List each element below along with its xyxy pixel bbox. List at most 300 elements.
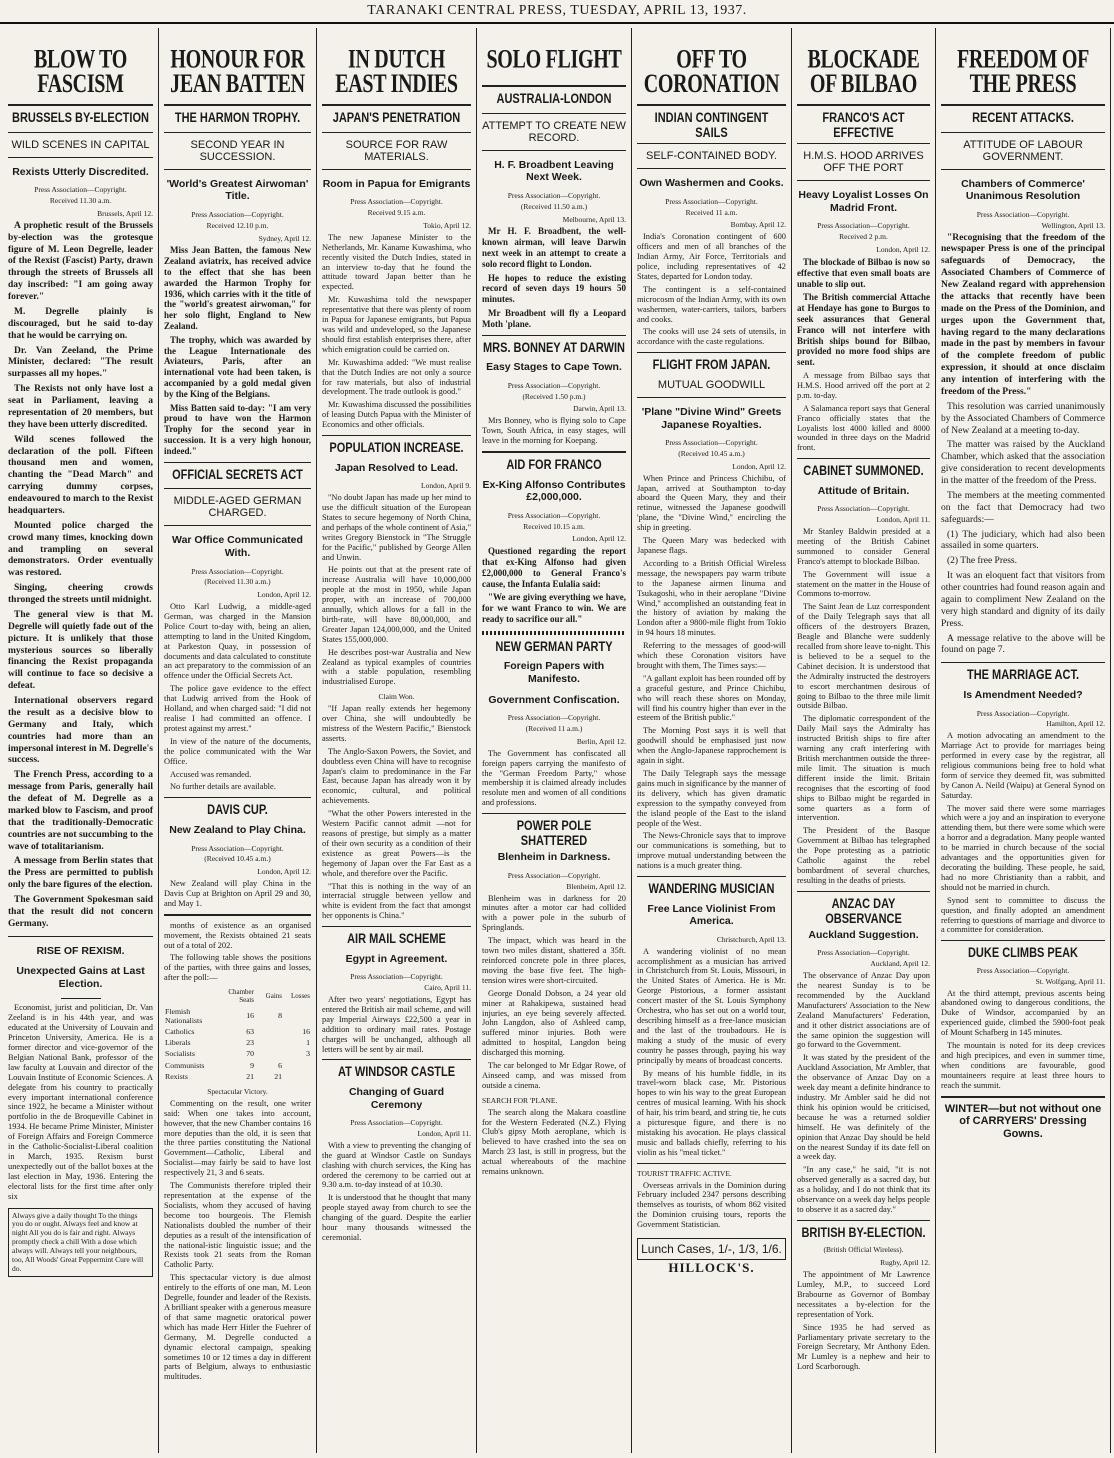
subheadline: ATTITUDE OF LABOUR GOVERNMENT. xyxy=(963,138,1083,163)
rule xyxy=(482,85,626,87)
subheadline: AIR MAIL SCHEME xyxy=(347,931,446,947)
place-date: London, April 12. xyxy=(257,590,311,600)
received: (Received 11.30 a.m.) xyxy=(204,577,271,587)
paragraph: The French Press, according to a message from Paris, generally hail the defeat of M. Degrelle as a marked blow to Fascism, and proof that the traditionally-Democratic countries are not succumbing to the wave of totalitarianism. xyxy=(8,770,153,852)
subheadline: CABINET SUMMONED. xyxy=(803,463,924,479)
place-date: London, April 9. xyxy=(421,481,471,491)
deck: Egypt in Agreement. xyxy=(345,952,448,965)
seats: 23 xyxy=(246,1038,254,1048)
dateline: Press Association—Copyright. xyxy=(191,209,284,219)
paragraph: A message relative to the above will be found on page 7. xyxy=(941,633,1105,656)
place-date: London, April 11. xyxy=(417,1129,471,1138)
seats: 70 xyxy=(246,1049,254,1059)
dateline: Press Association—Copyright. xyxy=(350,197,443,207)
party-name: Communists xyxy=(165,1060,205,1070)
place-date: Melbourne, April 13. xyxy=(562,214,626,224)
deck: Unexpected Gains at Last Election. xyxy=(16,965,145,990)
place-date: Bombay, April 12. xyxy=(730,220,786,230)
paragraph: The police gave evidence to the effect that Ludwig arrived from the Hook of Holland, and when charged said: "I did not realise I had committed an offence. I protest against my arrest." xyxy=(164,684,311,733)
subheadline: JAPAN'S PENETRATION xyxy=(332,110,461,126)
paragraph: According to a British Official Wireless message, the newspapers pay warm tribute to the Japanese airmen Iinuma and Tsukagoshi, who in their aeroplane "Divine Wind," accomplished an outstanding feat in the history of aviation by making the London after a 9800-mile flight from Tokio in 94 hours 18 minutes. xyxy=(637,558,786,638)
paragraph: No further details are available. xyxy=(170,782,276,792)
paragraph: He describes post-war Australia and New Zealand as typical examples of countries with a stable population, resembling industrialised Europe. xyxy=(322,647,471,687)
paragraph: The Government will issue a statement on the matter in the House of Commons to-morrow. xyxy=(797,569,930,599)
dateline: Press Association—Copyright. xyxy=(507,713,601,723)
dateline: Press Association—Copyright. xyxy=(191,843,284,853)
deck: 'World's Greatest Airwoman' Title. xyxy=(166,177,309,203)
rule xyxy=(164,104,311,106)
deck: Rexists Utterly Discredited. xyxy=(12,165,149,178)
paragraph: It was an eloquent fact that visitors from other countries had found reason again and again to compliment New Zealand on the very high standard and dignity of its daily Press. xyxy=(941,571,1105,629)
paragraph: The Queen Mary was bedecked with Japanese flags. xyxy=(637,536,786,555)
place-date: London, April 11. xyxy=(876,515,930,525)
deck: Free Lance Violinist From America. xyxy=(647,902,776,928)
paragraph: Accused was remanded. xyxy=(170,769,252,779)
dateline: Press Association—Copyright. xyxy=(665,196,758,206)
paragraph: The following table shows the positions of the parties, with three gains and losses, after the poll:— xyxy=(164,953,311,983)
deck: Easy Stages to Cape Town. xyxy=(486,361,622,374)
paragraph: The Rexists not only have lost a seat in Parliament, leaving a representation of 20 members, but they have been utterly discredited. xyxy=(8,384,153,430)
headline: IN DUTCH EAST INDIES xyxy=(335,45,458,99)
received: (Received 10.45 a.m.) xyxy=(678,448,745,458)
place-date: Rugby, April 12. xyxy=(880,1258,930,1268)
rule xyxy=(941,104,1105,106)
party-name: Socialists xyxy=(165,1049,195,1059)
deck: Government Confiscation. xyxy=(488,693,620,706)
column-header: Chamber Seats xyxy=(228,988,254,1005)
rule xyxy=(482,113,626,114)
place-date: London, April 12. xyxy=(876,245,930,255)
subheadline: WILD SCENES IN CAPITAL xyxy=(11,138,150,151)
paragraph: The observance of Anzac Day upon the nearest Sunday is to be recommended by the Auckland Manufacturers' Association to the New Zealand Manufacturers' Federation, and it other district associations are of the same opinion the suggestion will go forward to the Government. xyxy=(797,971,930,1050)
paragraph: The general view is that M. Degrelle will quietly fade out of the picture. It is unlikely that those mysterious sources so liberally financing the Rexist propaganda will continue to face so decisive a defeat. xyxy=(8,609,153,692)
paragraph: The mover said there were some marriages which were a joy and an inspiration to everyone attending them, but there were some which were a horror and a degradation. Many people wanted to be married in church because of the social advantages and the opportunities given for decorating the building. These people, he said, had no more Christianity than a rabbit, and should not be married in church. xyxy=(941,803,1105,892)
advertisement: Lunch Cases, 1/-, 1/3, 1/6. xyxy=(637,1238,786,1260)
losses: 16 xyxy=(302,1027,310,1037)
deck: Heavy Loyalist Losses On Madrid Front. xyxy=(798,189,929,214)
paragraph: When Prince and Princess Chichibu, of Japan, arrived at Southampton to-day aboard the Queen Mary, they and their retinue, witnessed the Japanese goodwill 'plane, the "Divine Wind," encircling the ship in greeting. xyxy=(637,473,786,533)
paragraph: A Salamanca report says that General Franco officially states that the Loyalists lost 4000 killed and 8000 wounded in three days on the Madrid front. xyxy=(797,403,930,453)
party-name: Rexists xyxy=(165,1071,188,1081)
rule xyxy=(164,797,311,798)
table-row xyxy=(164,1026,311,1037)
rule xyxy=(941,662,1105,663)
headline: SOLO FLIGHT xyxy=(486,45,622,74)
deck: 'Plane "Divine Wind" Greets Japanese Royalties. xyxy=(641,405,782,431)
deck: War Office Communicated With. xyxy=(172,534,303,559)
column-3 xyxy=(317,28,477,1453)
received: Received 11.30 a.m. xyxy=(49,196,112,206)
dateline: Press Association—Copyright. xyxy=(507,510,601,520)
deck: Room in Papua for Emigrants xyxy=(322,177,471,190)
table-row xyxy=(164,1006,311,1026)
paragraph: The trophy, which was awarded by the League Internationale des Aviateurs, Paris, after an international vote had been taken, is accompanied by a gold medal given by the King of the Belgians. xyxy=(164,334,311,399)
paragraph: The car belonged to Mr Edgar Rowe, of Ainseed camp, and was missed from outside a cinema. xyxy=(482,1061,626,1090)
deck: Auckland Suggestion. xyxy=(808,928,919,941)
paragraph: The new Japanese Minister to the Netherlands, Mr. Kaname Kuwashima, who recently visited the Dutch Indies, stated in an interview to-day that he found the attitude toward Japan better than he expected. xyxy=(322,232,471,292)
paragraph: The President of the Basque Government at Bilbao has telegraphed the Pope protesting as a patriotic Catholic against the rebel bombardment of several churches, resulting in the deaths of priests. xyxy=(797,826,930,885)
column-6 xyxy=(792,28,936,1453)
paragraph: India's Coronation contingent of 600 officers and men of all branches of the Indian Army, Air Force, Territorials and police, including representatives of 42 States, departed for London today. xyxy=(637,232,786,281)
headline: BLOW TO FASCISM xyxy=(34,45,127,99)
paragraph: "In any case," he said, "it is not observed generally as a sacred day, but as a holiday, and I do not think that its observance on a week day helps people to observe it as a sacred day." xyxy=(797,1165,930,1214)
received: Received 9.15 a.m. xyxy=(367,208,426,218)
rule xyxy=(941,169,1105,170)
paragraph: Economist, jurist and politician, Dr. Van Zeeland is in his 44th year, and was educated at the University of Louvain and Princeton University, America. He is a former director and vice-governor of the Belgian National Bank, professor of the law faculty at Louvain and director of the Louvain Institute of Economic Sciences. A delegate from his country to practically every important international conference since 1922, he became a Minister without portfolio in the de Broqueville Cabinet in 1934. He became Prime Minister, Minister of Foreign Affairs and Foreign Commerce in the Catholic-Socialist-Liberal coalition in March, 1935. Rexism burst unexpectedly out of the ballot boxes at the last election in May, 1936. Entering the electoral lists for the first time after only six xyxy=(8,1003,153,1201)
deck: Chambers of Commerce' Unanimous Resolution xyxy=(961,177,1085,203)
rule xyxy=(637,397,786,398)
paragraph: The Daily Telegraph says the message gains much in significance by the manner of its delivery, which has given dramatic expression to the sympathy conveyed from the island people of the East to the island people of the West. xyxy=(637,769,786,828)
subheadline: THE HARMON TROPHY. xyxy=(174,110,301,126)
subheadline: NEW GERMAN PARTY xyxy=(495,639,613,655)
subheadline: BRUSSELS BY-ELECTION xyxy=(12,110,149,126)
paragraph: The Government has confiscated all foreign papers carrying the manifesto of the "German Freedom Party," whose membership it is claimed already includes resolute men and women of all conditions and professions. xyxy=(482,748,626,808)
section-subhead: Spectacular Victory. xyxy=(207,1087,268,1096)
losses xyxy=(283,1060,311,1071)
column-4 xyxy=(477,28,632,1453)
rule xyxy=(797,143,930,144)
dateline: Press Association—Copyright. xyxy=(817,948,910,958)
dateline: Press Association—Copyright. xyxy=(191,566,284,576)
rule xyxy=(797,891,930,892)
paragraph: A message from Bilbao says that H.M.S. Hood arrived off the port at 2 p.m. to-day. xyxy=(797,370,930,400)
losses xyxy=(283,1071,311,1082)
subheadline: AID FOR FRANCO xyxy=(506,457,602,473)
subheadline: INDIAN CONTINGENT SAILS xyxy=(654,110,769,141)
rule xyxy=(482,150,626,151)
paragraph: "That this is nothing in the way of an interracial struggle between yellow and white is evident from the fact that amongst her opponents is China." xyxy=(322,881,471,921)
party-name: Flemish Nationalists xyxy=(165,1006,203,1025)
subheadline: FRANCO'S ACT EFFECTIVE xyxy=(822,110,905,141)
paragraph: "A gallant exploit has been rounded off by a graceful gesture, and Prince Chichibu, who will reach these shores on Monday, will find his country higher than ever in the esteem of the British public." xyxy=(637,673,786,723)
rule xyxy=(941,132,1105,133)
paragraph: The mountain is noted for its deep crevices and high precipices, and even in summer time, when conditions are favourable, good mountaineers require at least three hours to reach the summit. xyxy=(941,1041,1105,1090)
paragraph: Blenheim was in darkness for 20 minutes after a motor car had collided with a power pole in the suburb of Springlands. xyxy=(482,893,626,933)
paragraph: The matter was raised by the Auckland Chamber, which asked that the association give consideration to recent developments in the matter of the freedom of the Press. xyxy=(941,440,1105,487)
column-header: Losses xyxy=(290,992,310,1001)
paragraph: Miss Batten said to-day: "I am very proud to have won the Harmon Trophy for the second year in succession. It is a very high honour, indeed." xyxy=(164,402,311,456)
table-row xyxy=(164,1048,311,1059)
column-header: Gains xyxy=(265,992,282,1001)
place-date: Tokio, April 12. xyxy=(423,221,471,231)
rule xyxy=(8,132,153,133)
headline: OFF TO CORONATION xyxy=(643,45,780,99)
paragraph: Since 1935 he had served as Parliamentary private secretary to the Foreign Secretary, Mr Anthony Eden. Mr Lumley is a nephew and heir to Lord Scarborough. xyxy=(797,1322,930,1372)
headline: FREEDOM OF THE PRESS xyxy=(957,45,1089,99)
place-date: Sydney, April 12. xyxy=(258,233,311,243)
rule xyxy=(941,1096,1105,1098)
rule xyxy=(482,335,626,336)
paragraph: Synod sent to committee to discuss the question, and finally adopted an amendment referring to questions of marriage and divorce to a committee for consideration. xyxy=(941,895,1105,935)
losses: 1 xyxy=(306,1038,310,1048)
subheadline: MRS. BONNEY AT DARWIN xyxy=(483,340,625,356)
gains: 8 xyxy=(278,1011,282,1021)
rule xyxy=(637,104,786,106)
rule xyxy=(797,104,930,106)
subheadline: DAVIS CUP. xyxy=(207,803,268,819)
paragraph: "Recognising that the freedom of the newspaper Press is one of the principal safeguards of Democracy, the Associated Chambers of Commerce of New Zealand regard with apprehension the attacks that recently have been made on the Press of the Dominion, and urges upon the Government that, having regard to the many declarations made in the past by members in favour of the complete freedom of public expression, it should at once disclaim any intention of interfering with the freedom of the Press." xyxy=(941,232,1105,397)
place-date: Christchurch, April 13. xyxy=(716,934,786,944)
dateline: Press Association—Copyright. xyxy=(976,965,1070,975)
paragraph: Mr. Kuwashima told the newspaper representative that there was plenty of room in Papua for Japanese emigrants, but Papua was wild and undeveloped, so the Japanese should first establish enterprises there, after which emigration could be carried on. xyxy=(322,295,471,354)
rule xyxy=(8,157,153,158)
paragraph: Commenting on the result, one writer said: When one takes into account, however, that the new Chamber contains 16 more deputies than the old, it is seen that the three parties constituting the National Government—Catholic, Liberal and Socialist—may fairly be said to have lost respectively 21, 3 and 6 seats. xyxy=(164,1098,311,1178)
paragraph: George Donald Dobson, a 24 year old miner at Rahakipewa, sustained head injuries, an eye being severely affected. John Langdon, also of Ashleed camp, suffered minor injuries. Both were admitted to hospital, Langdon being discharged this morning. xyxy=(482,988,626,1058)
table-row xyxy=(164,1071,311,1082)
paragraph: The members at the meeting commented on the fact that Democracy had two safeguards:— xyxy=(941,490,1105,525)
paragraph: Wild scenes followed the declaration of the poll. Fifteen thousand men and women, chanting the "Dead March" and carrying dummy corpses, endeavoured to march to the Rexist headquarters. xyxy=(8,434,153,516)
paragraph: Mr. Kuwashima added: "We must realise that the Dutch Indies are not only a source for raw materials, but also of industrial development. The trade outlook is good." xyxy=(322,357,471,397)
subheadline: AT WINDSOR CASTLE xyxy=(337,1065,456,1081)
deck: Attitude of Britain. xyxy=(817,484,910,497)
paragraph: This resolution was carried unanimously by the Associated Chambers of Commerce of New Zealand at a meeting to-day. xyxy=(941,401,1105,436)
paragraph: A motion advocating an amendment to the Marriage Act to provide for marriages being performed in every case by the registrar, all religious communions being free to hold what form of service they deemed fit, was submitted by Canon A. Neild (Waipu) at General Synod on Saturday. xyxy=(941,731,1105,800)
paragraph: "If Japan really extends her hegemony over China, she will undoubtedly be mistress of the Western Pacific," Bienstock asserts. xyxy=(322,704,471,743)
deck: Is Amendment Needed? xyxy=(963,688,1083,701)
paragraph: He points out that at the present rate of increase Australia will have 10,000,000 people at the most in 1950, while Japan proper, with an increase of 700,000 annually, which allows for a fall in the birth-rate, will have 80,000,000, and Greater Japan 124,000,000, and the United States 155,000,000. xyxy=(322,565,471,644)
paragraph: A prophetic result of the Brussels by-election was the grotesque figure of M. Leon Degrelle, leader of the Rexist (Fascist) Party, drawn through the streets of Brussels all day inscribed: "I am going away forever." xyxy=(8,220,153,303)
paragraph: "We are giving everything we have, for we want Franco to win. We are ready to sacrifice our all." xyxy=(482,592,626,625)
headline: HONOUR FOR JEAN BATTEN xyxy=(170,45,305,99)
rule xyxy=(8,936,153,937)
deck: Own Washermen and Cooks. xyxy=(639,177,784,190)
gains: 21 xyxy=(274,1071,282,1081)
gains xyxy=(255,1048,283,1059)
section-subhead: TOURIST TRAFFIC ACTIVE. xyxy=(637,1168,732,1178)
rule xyxy=(797,180,930,181)
paragraph: Mr Broadbent will fly a Leopard Moth 'plane. xyxy=(482,308,626,329)
paragraph: New Zealand will play China in the Davis Cup at Brighton on April 29 and 30, and May 1. xyxy=(164,879,311,908)
place-date: Brussels, April 12. xyxy=(97,208,153,218)
place-date: Blenheim, April 12. xyxy=(566,881,626,891)
seats: 21 xyxy=(246,1071,254,1081)
rule xyxy=(164,169,311,170)
place-date: London, April 12. xyxy=(572,534,626,544)
paragraph: The Morning Post says it is well that goodwill should be emphasised just now when the Anglo-Japanese rapprochement is again in sight. xyxy=(637,726,786,766)
paragraph: The British commercial Attache at Hendaye has gone to Burgos to seek assurances that General Franco will not interfere with British ships bound for Bilbao, provided no more food ships are sent. xyxy=(797,292,930,368)
paragraph: Overseas arrivals in the Dominion during February included 2347 persons describing themselves as tourists, of whom 862 visited the Dominion cruising tours, reports the Government Statistician. xyxy=(637,1180,786,1230)
paragraph: The Saint Jean de Luz correspondent of the Daily Telegraph says that all officers of the destroyers Brazen, Beagle and Blanche were suddenly recalled from shore leave to-night. This is believed to be a sequel to the Cabinet decision. It is understood that the Admiralty instructed the destroyers to escort merchantmen desirous of going to Bilbao to the three mile limit outside Bilbao. xyxy=(797,602,930,711)
paragraph: International observers regard the result as a decisive blow to Germany and Italy, which countries had more than an impersonal interest in M. Degrelle's success. xyxy=(8,696,153,766)
paragraph: The contingent is a self-contained microcosm of the Indian Army, with its own washermen, water-carriers, tailors, barbers and cooks. xyxy=(637,284,786,324)
rule xyxy=(164,488,311,489)
paragraph: In view of the nature of the documents, the police communicated with the War Office. xyxy=(164,736,311,766)
dateline: Press Association—Copyright. xyxy=(665,438,758,448)
table-row xyxy=(164,1037,311,1048)
masthead-rule xyxy=(0,22,1114,24)
rule xyxy=(322,926,471,927)
gains: 6 xyxy=(278,1060,282,1070)
dateline: Press Association—Copyright. xyxy=(507,380,601,390)
dateline: Press Association—Copyright. xyxy=(350,1118,443,1128)
paragraph: Questioned regarding the report that ex-King Alfonso had given £2,000,000 to General Franco's cause, the Infanta Eulalia said: xyxy=(482,546,626,589)
received: Received 11 a.m. xyxy=(685,207,738,217)
deck: Ex-King Alfonso Contributes £2,000,000. xyxy=(482,478,626,504)
paragraph: M. Degrelle plainly is discouraged, but he said to-day that he would be carrying on. xyxy=(8,306,153,341)
subheadline: RECENT ATTACKS. xyxy=(972,110,1074,126)
election-table xyxy=(164,987,311,1082)
advertisement: Always give a daily thought To the things you do or ought. Always feel and know at night All you do is fair and right. Always promptly check a chill With a dose which always will. Always tell your neighbours, too, All Woods' Great Peppermint Cure will do. xyxy=(8,1208,153,1278)
masthead: TARANAKI CENTRAL PRESS, TUESDAY, APRIL 13, 1937. xyxy=(367,3,747,18)
place-date: Berlin, April 12. xyxy=(576,736,626,746)
paragraph: Referring to the messages of good-will which these Coronation visitors have brought with them, The Times says:— xyxy=(637,641,786,670)
received: Received 12.10 p.m. xyxy=(206,220,269,230)
place-date: Wellington, April 13. xyxy=(1041,220,1105,230)
rule xyxy=(797,458,930,459)
gains xyxy=(255,1026,283,1037)
subheadline: DUKE CLIMBS PEAK xyxy=(967,946,1078,962)
subheadline: SECOND YEAR IN SUCCESSION. xyxy=(190,138,285,163)
rule xyxy=(164,525,311,526)
paragraph: The impact, which was heard in the town two miles distant, shattered a 35ft. reinforced concrete pole in three places, moving the base five feet. The high-tension wires were short-circuited. xyxy=(482,936,626,985)
advertisement: WINTER—but not without one of CARRYERS' Dressing Gowns. xyxy=(944,1102,1102,1140)
column-1 xyxy=(3,28,159,1453)
received: (British Official Wireless). xyxy=(823,1245,904,1255)
paragraph: By means of his humble fiddle, in its travel-worn black case, Mr. Pistorious hopes to win his way to the great European centres of musical learning. With his shock of hair, his trim beard, and string tie, he cuts a picturesque figure, and there is no mistaking his avocation. He plays classical music and ballads chiefly, referring to his violin as his "meal ticket." xyxy=(637,1068,786,1157)
paragraph: The Government Spokesman said that the result did not concern Germany. xyxy=(8,895,153,929)
dateline: Press Association—Copyright. xyxy=(817,221,910,231)
received: (Received 11 a.m.) xyxy=(525,724,583,734)
rule xyxy=(637,352,786,353)
subheadline: RISE OF REXISM. xyxy=(36,944,125,957)
subheadline: POPULATION INCREASE. xyxy=(329,440,464,456)
table-header-row xyxy=(164,987,311,1006)
paragraph: It is understood that he thought that many people stayed away from church to see the changing of the guard. Despite the earlier hour many thousands witnessed the ceremonial. xyxy=(322,1193,471,1242)
place-date: Cairo, April 11. xyxy=(424,983,471,993)
column-2 xyxy=(159,28,317,1453)
dateline: Press Association—Copyright. xyxy=(976,209,1070,219)
paragraph: A message from Berlin states that the Press are permitted to publish only the bare figures of the election. xyxy=(8,856,153,891)
subheadline: OFFICIAL SECRETS ACT xyxy=(172,467,303,483)
paragraph: (1) The judiciary, which had also been assailed in some quarters. xyxy=(941,529,1105,552)
subheadline: AUSTRALIA-LONDON xyxy=(496,91,612,107)
paragraph: The appointment of Mr Lawrence Lumley, M.P., to succeed Lord Brabourne as Governor of Bombay necessitates a by-election for the representation of York. xyxy=(797,1270,930,1319)
paragraph: Mounted police charged the crowd many times, knocking down and trampling on several demonstrators. Order eventually was restored. xyxy=(8,520,153,579)
paragraph: Mr. Kuwashima discussed the possibilities of leasing Dutch Papua with the Minister of Economics and other officials. xyxy=(322,400,471,430)
paragraph: Otto Karl Ludwig, a middle-aged German, was charged in the Mansion Police Court to-day with, being an alien, attempting to land in the United Kingdom, at Parkeston Quay, in possession of documents and data calculated to constitute an act preparatory to the commission of an offence under the Official Secrets Act. xyxy=(164,602,311,681)
deck: Foreign Papers with Manifesto. xyxy=(503,660,605,685)
paragraph: Mr Stanley Baldwin presided at a meeting of the British Cabinet summoned to consider General Franco's attempt to blockade Bilbao. xyxy=(797,527,930,566)
seats: 16 xyxy=(246,1011,254,1021)
rule xyxy=(322,1059,471,1060)
column-7 xyxy=(936,28,1111,1453)
advertisement-brand: HILLOCK'S. xyxy=(668,1260,755,1276)
rule xyxy=(637,168,786,169)
subheadline: FLIGHT FROM JAPAN. xyxy=(652,358,771,374)
rule xyxy=(941,940,1105,941)
losses xyxy=(283,1006,311,1026)
place-date: St. Wolfgang, April 11. xyxy=(1035,976,1105,986)
dateline: Press Association—Copyright. xyxy=(507,190,601,200)
subheadline: H.M.S. HOOD ARRIVES OFF THE PORT xyxy=(803,150,924,175)
rule xyxy=(8,104,153,106)
gains xyxy=(255,1037,283,1048)
rule xyxy=(322,104,471,106)
paragraph: The search along the Makara coastline for the Western Federated (N.Z.) Flying Club's gipsy Moth aeroplane, which is believed to have crashed into the sea on March 23 last, is still in progress, but the actual whereabouts of the machine remains unknown. xyxy=(482,1107,626,1177)
received: (Received 10.45 a.m.) xyxy=(204,854,271,864)
paragraph: months of existence as an organised movement, the Rexists obtained 21 seats out of a total of 202. xyxy=(164,920,311,950)
deck: H. F. Broadbent Leaving Next Week. xyxy=(494,158,614,184)
rule xyxy=(637,876,786,877)
paragraph: Mr H. F. Broadbent, the well-known airman, will leave Darwin next week in an attempt to create a solo record flight to London. xyxy=(482,226,626,269)
received: (Received 1.50 p.m.) xyxy=(522,391,586,401)
subheadline: SOURCE FOR RAW MATERIALS. xyxy=(345,138,448,163)
paragraph: Dr. Van Zeeland, the Prime Minister, declared: "The result surpasses all my hopes." xyxy=(8,345,153,380)
rule xyxy=(637,143,786,144)
party-name: Liberals xyxy=(165,1038,191,1048)
paragraph: The cooks will use 24 sets of utensils, in accordance with the caste regulations. xyxy=(637,327,786,347)
deck: Blenheim in Darkness. xyxy=(497,851,611,864)
paragraph: With a view to preventing the changing of the guard at Windsor Castle on Sundays clashing with church services, the King has ordered the ceremony to be carried out at 9.30 a.m. to-day instead of at 10.30. xyxy=(322,1140,471,1190)
paragraph: Miss Jean Batten, the famous New Zealand aviatrix, has received advice to the effect that she has been awarded the Harmon Trophy for 1936, which carries with it the title of the "world's greatest airwoman," for her solo flight, England to New Zealand. xyxy=(164,245,311,332)
paragraph: After two years' negotiations, Egypt has entered the British air mail scheme, and will pay Imperial Airways £22,500 a year in addition to ordinary mail rates. Postage charges will be unchanged, although all letters will be sent by air mail. xyxy=(322,994,471,1054)
subheadline: SELF-CONTAINED BODY. xyxy=(645,150,777,163)
paragraph: Mrs Bonney, who is flying solo to Cape Town, South Africa, in easy stages, will leave in the morning for Koepang. xyxy=(482,416,626,446)
section-subhead: SEARCH FOR 'PLANE. xyxy=(482,1095,558,1105)
table-row xyxy=(164,1060,311,1071)
rule xyxy=(322,132,471,133)
received: Received 10.15 a.m. xyxy=(523,521,585,531)
rule xyxy=(482,813,626,814)
subheadline: ANZAC DAY OBSERVANCE xyxy=(825,896,902,926)
paragraph: The diplomatic correspondent of the Daily Mail says the Admiralty has instructed British ships to fire after warning any craft interfering with British merchantmen outside the three-mile limit. The situation is much different inside the limit. Britain recognises that the escorting of food ships to Bilbao might be regarded in some quarters as a form of intervention. xyxy=(797,714,930,823)
dateline: Press Association—Copyright. xyxy=(34,185,127,195)
dateline: Press Association—Copyright. xyxy=(507,870,601,880)
rule xyxy=(482,451,626,453)
rule xyxy=(322,169,471,170)
paragraph: At the third attempt, previous ascents being abandoned owing to dangerous conditions, the Duke of Windsor, accompanied by an experienced guide, climbed the 5900-foot peak of Mount Schafberg in 145 minutes. xyxy=(941,988,1105,1038)
losses: 3 xyxy=(306,1049,310,1059)
rule xyxy=(164,462,311,463)
paragraph: The News-Chronicle says that to improve our communications is something, but to improve mutual understanding between the nations is a much greater thing. xyxy=(637,831,786,871)
subheadline: WANDERING MUSICIAN xyxy=(648,881,775,897)
paragraph: He hopes to reduce the existing record of seven days 19 hours 50 minutes. xyxy=(482,272,626,305)
rule xyxy=(322,435,471,436)
paragraph: The blockade of Bilbao is now so effective that even small boats are unable to slip out. xyxy=(797,257,930,289)
rule xyxy=(61,998,101,999)
party-name: Catholics xyxy=(165,1027,195,1037)
deck: Japan Resolved to Lead. xyxy=(334,461,459,474)
subheadline: POWER POLE SHATTERED xyxy=(516,818,592,849)
rule xyxy=(164,132,311,133)
paragraph: The Anglo-Saxon Powers, the Soviet, and doubtless even China will have to recognise Japan's claim to predominance in the Far East, because Japan has already won it by economic, cultural, and political achievements. xyxy=(322,746,471,806)
ornamental-rule xyxy=(482,631,626,635)
seats: 9 xyxy=(250,1060,254,1070)
paragraph: Singing, cheering crowds thronged the streets until midnight. xyxy=(8,583,153,606)
paragraph: The Communists therefore tripled their representation at the expense of the Socialists, whom they accused of having become too bourgeois. The Flemish Nationalists doubled the number of their deputies as a result of the intensification of the national-istic linguistic issue; and the Rexists took 21 seats from the Roman Catholic Party. xyxy=(164,1181,311,1270)
rule xyxy=(637,1163,786,1164)
column-5 xyxy=(632,28,792,1453)
paragraph: "What the other Powers interested in the Western Pacific cannot admit —not for reasons of prestige, but simply as a matter of their own security as a condition of their existence as great Powers—is the hegemony of Japan over the Far East as a whole, and therefore over the Pacific. xyxy=(322,809,471,878)
received: Received 2 p.m. xyxy=(839,232,888,242)
deck: New Zealand to Play China. xyxy=(169,823,306,836)
subheadline: ATTEMPT TO CREATE NEW RECORD. xyxy=(482,119,626,144)
rule xyxy=(164,914,311,916)
paragraph: It was stated by the president of the Auckland Association, Mr Ambler, that the observance of Anzac Day on a week day meant a definite hindrance to industry. Mr Ambler said he did not think his opinion would be criticised, because he was a returned soldier himself. He was definitely of the opinion that Anzac Day should be held on the nearest Sunday if its date fell on a week day. xyxy=(797,1053,930,1162)
place-date: Darwin, April 13. xyxy=(573,404,626,414)
place-date: Auckland, April 12. xyxy=(870,959,930,969)
paragraph: (2) The free Press. xyxy=(947,556,1017,567)
seats: 63 xyxy=(246,1027,254,1037)
paragraph: "No doubt Japan has made up her mind to use the difficult situation of the European States to secure hegemony of North China, and perhaps of the whole continent of Asia," writes Gregory Bienstock in "The Struggle for the Pacific," published by George Allen and Unwin. xyxy=(322,493,472,562)
dateline: Press Association—Copyright. xyxy=(976,708,1070,718)
subheadline: MUTUAL GOODWILL xyxy=(657,378,766,391)
place-date: Hamilton, April 12. xyxy=(1046,719,1105,729)
headline: BLOCKADE OF BILBAO xyxy=(807,45,920,99)
subheadline: BRITISH BY-ELECTION. xyxy=(801,1225,926,1241)
place-date: London, April 12. xyxy=(732,461,786,471)
paragraph: A wandering violinist of no mean accomplishment as a musician has arrived in Christchurch from St. Louis, Missouri, in the United States of America. He is Mr. George Pistorious, a former assistant concert master of the St. Louis Symphony Orchestra, who has set out on a world tour, describing himself as a free-lance musician and the last of the troubadours. He is making a study of the music of every country he passes through, paying his way principally by means of broadcast concerts. xyxy=(637,946,786,1065)
